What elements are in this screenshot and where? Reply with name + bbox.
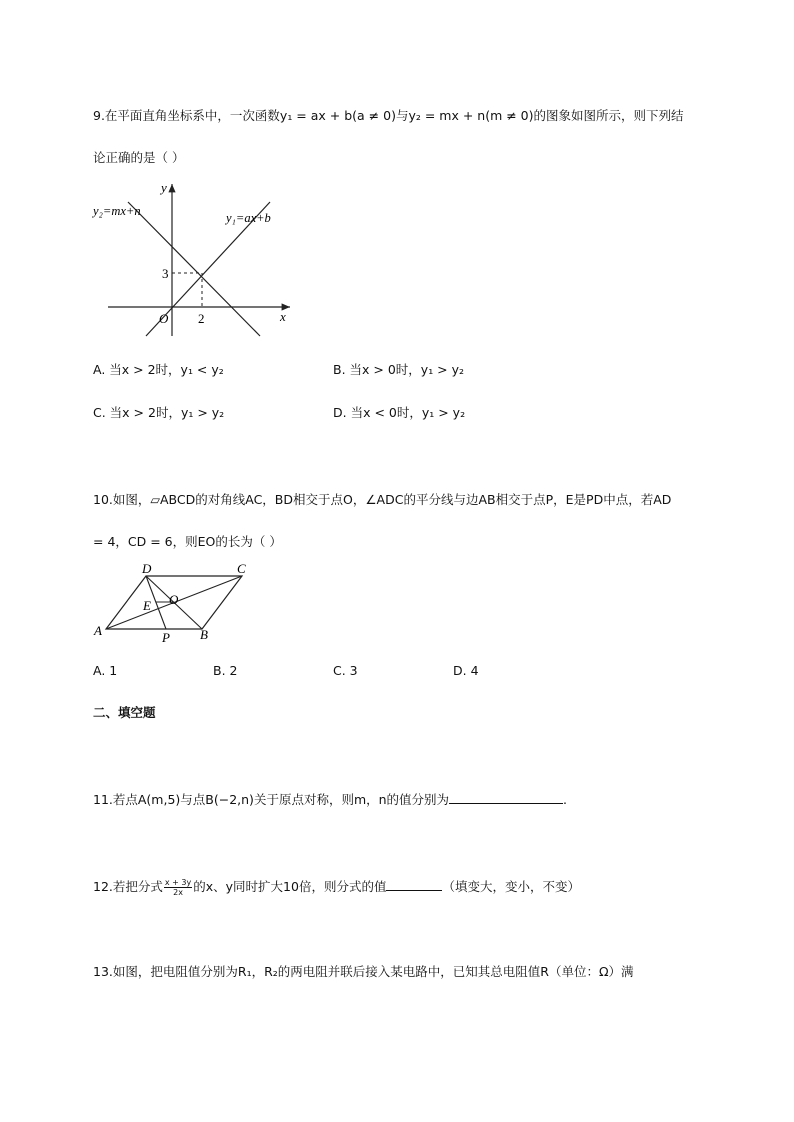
q10-parallelogram-figure: [90, 562, 260, 646]
q9-option-a: A. 当x > 2时，y₁ < y₂: [93, 362, 224, 377]
q11-answer-blank[interactable]: [449, 791, 563, 804]
q10-option-b: B. 2: [213, 663, 238, 678]
q10-option-a: A. 1: [93, 663, 118, 678]
origin-label: O: [159, 311, 169, 326]
q9-stem-line2: 论正确的是（ ）: [93, 150, 185, 165]
q10-option-c: C. 3: [333, 663, 358, 678]
q12-fraction-denominator: 2x: [173, 888, 183, 897]
q12-text-after: （填变大，变小，不变）: [442, 879, 580, 894]
section-title: 二、填空题: [93, 705, 156, 720]
q9-option-c: C. 当x > 2时，y₁ > y₂: [93, 405, 225, 420]
q11-period: .: [563, 792, 568, 807]
q10-option-d: D. 4: [453, 663, 479, 678]
point-p-label: P: [162, 630, 170, 645]
y-axis-label: y: [161, 180, 167, 195]
vertex-a-label: A: [94, 623, 102, 638]
tick-y-label: 3: [162, 266, 169, 281]
point-e-label: E: [143, 598, 151, 613]
q9-graph: [88, 178, 308, 348]
q12-answer-blank[interactable]: [386, 878, 442, 891]
point-o-label: O: [169, 592, 179, 607]
q12-fraction: [164, 878, 192, 897]
line-y2-label: y₂=mx+n: [93, 204, 141, 218]
q12-text-middle: 的x、y同时扩大10倍，则分式的值: [193, 879, 387, 894]
q9-option-d: D. 当x < 0时，y₁ > y₂: [333, 405, 466, 420]
q12-text-before: 12.若把分式: [93, 879, 163, 894]
q10-stem-line2: = 4，CD = 6，则EO的长为（ ）: [93, 534, 282, 549]
tick-x-label: 2: [198, 311, 205, 326]
x-axis-label: x: [280, 309, 286, 324]
q11-line: [93, 791, 567, 808]
q9-stem-line1: 9.在平面直角坐标系中，一次函数y₁ = ax + b(a ≠ 0)与y₂ = mx + n(m ≠ 0)的图象如图所示，则下列结: [93, 108, 684, 123]
vertex-d-label: D: [142, 562, 152, 576]
q10-stem-line1: 10.如图，▱ABCD的对角线AC，BD相交于点O，∠ADC的平分线与边AB相交于点P，E是PD中点，若AD: [93, 492, 672, 507]
q13-stem-line1: 13.如图，把电阻值分别为R₁，R₂的两电阻并联后接入某电路中，已知其总电阻值R（单位：Ω）满: [93, 964, 634, 979]
q11-text: 11.若点A(m,5)与点B(−2,n)关于原点对称，则m，n的值分别为: [93, 792, 450, 807]
line-y1-label: y₁=ax+b: [226, 211, 271, 225]
q12-line: [93, 877, 580, 897]
vertex-c-label: C: [237, 562, 246, 576]
vertex-b-label: B: [200, 627, 208, 642]
q12-fraction-numerator: x + 3y: [164, 878, 192, 887]
q9-option-b: B. 当x > 0时，y₁ > y₂: [333, 362, 465, 377]
